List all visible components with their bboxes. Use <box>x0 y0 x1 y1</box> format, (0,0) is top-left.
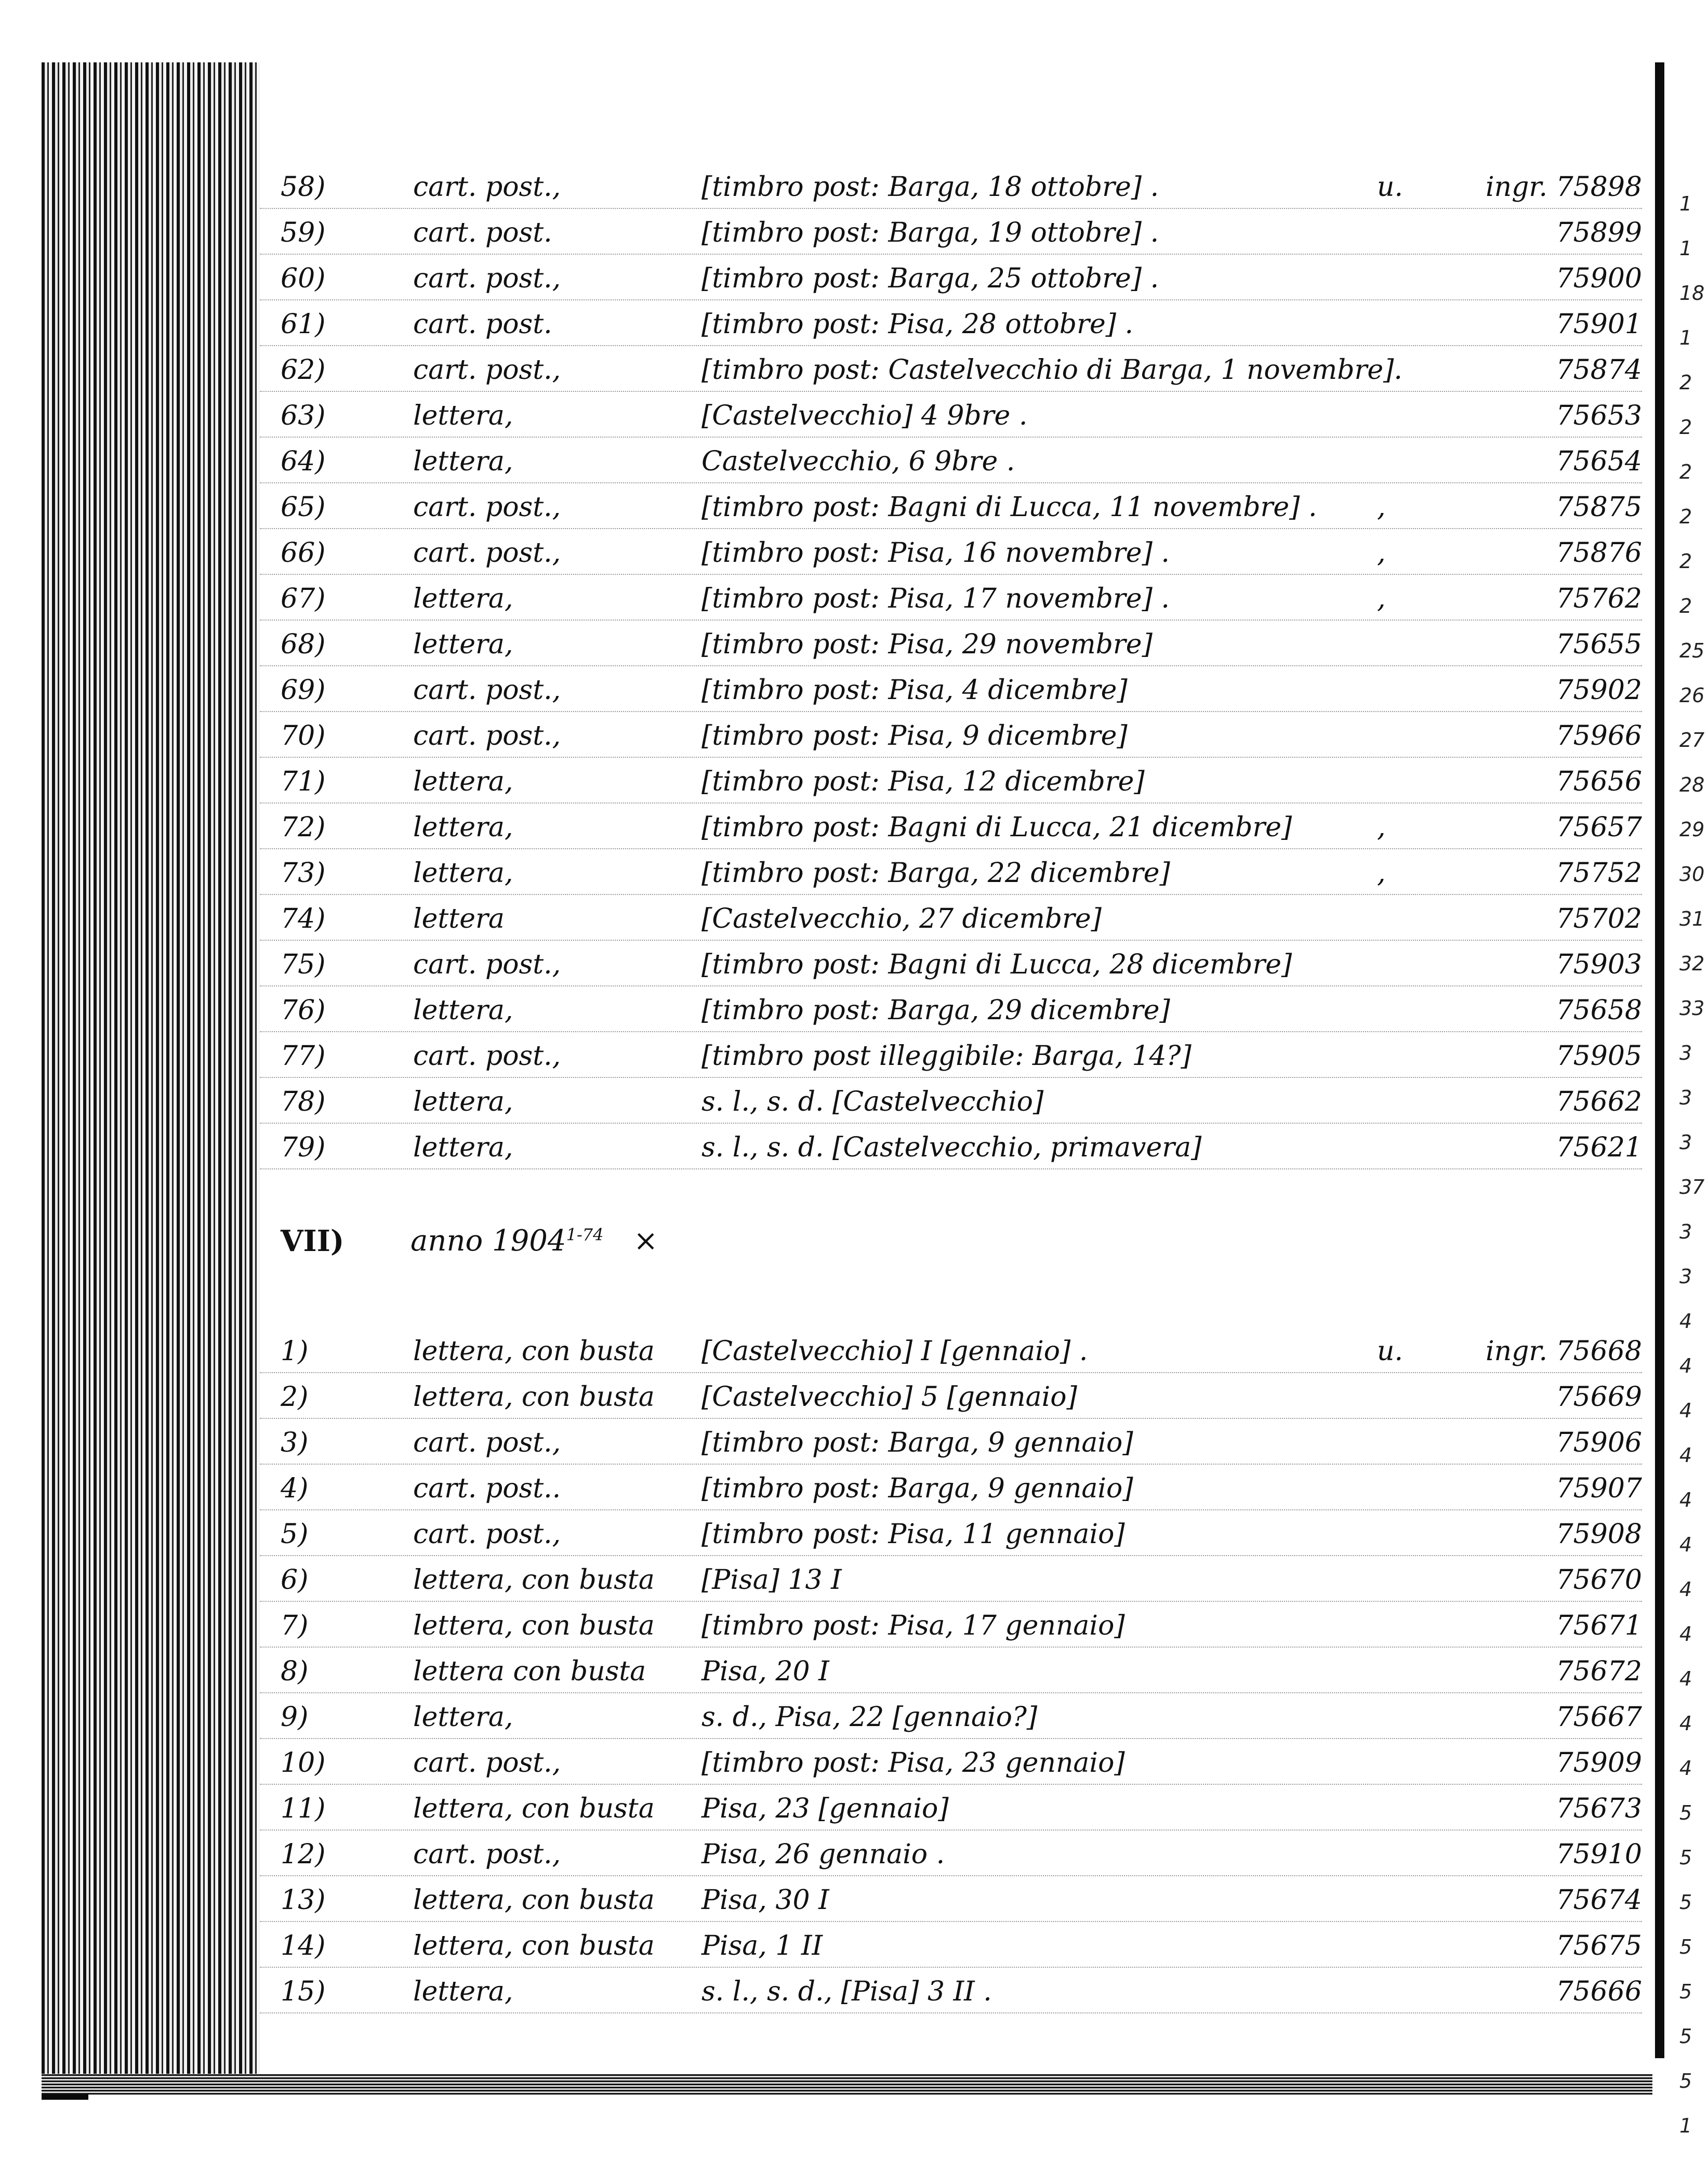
right-page-fragment: 4 <box>1679 1712 1692 1735</box>
entry-type: lettera, con busta <box>413 1885 655 1916</box>
right-page-fragment: 4 <box>1679 1399 1692 1422</box>
entry-row <box>260 624 1642 668</box>
entry-number: 1) <box>281 1336 309 1367</box>
right-page-fragment: 2 <box>1679 595 1692 617</box>
entry-number: 2) <box>281 1381 309 1413</box>
entry-inventory-number: ingr. 75668 <box>1485 1336 1642 1367</box>
right-page-fragment: 29 <box>1679 818 1705 841</box>
entry-number: 77) <box>281 1041 326 1072</box>
entry-type: cart. post., <box>413 1041 561 1072</box>
entry-type: lettera, <box>413 446 513 477</box>
right-page-fragment: 1 <box>1679 192 1692 215</box>
entry-inventory-number: 75702 <box>1556 903 1642 934</box>
entry-number: 72) <box>281 812 326 843</box>
entry-row <box>260 898 1642 943</box>
entry-row <box>260 1513 1642 1558</box>
entry-row <box>260 807 1642 851</box>
right-page-fragment: 26 <box>1679 684 1705 707</box>
entry-type: cart. post., <box>413 949 561 980</box>
entry-description: [timbro post: Pisa, 29 novembre] <box>701 629 1153 660</box>
entry-type: lettera, con busta <box>413 1930 655 1962</box>
section-number: VII) <box>281 1224 345 1258</box>
entry-description: s. l., s. d. [Castelvecchio, primavera] <box>701 1132 1202 1163</box>
right-page-fragment: 5 <box>1679 1846 1692 1869</box>
entry-ditto: , <box>1377 583 1386 614</box>
entry-inventory-number: 75657 <box>1556 812 1642 843</box>
right-page-fragment: 32 <box>1679 952 1705 975</box>
entry-description: [timbro post: Pisa, 17 gennaio] <box>701 1610 1125 1641</box>
entry-type: lettera <box>413 903 505 934</box>
entry-row <box>260 761 1642 806</box>
entry-number: 58) <box>281 172 326 203</box>
right-page-fragment: 5 <box>1679 1891 1692 1914</box>
entry-type: lettera, <box>413 1976 513 2007</box>
entry-inventory-number: 75655 <box>1556 629 1642 660</box>
section-range: 1-74 <box>566 1225 604 1245</box>
entry-row <box>260 578 1642 623</box>
entry-description: [timbro post: Bagni di Lucca, 28 dicembre] <box>701 949 1292 980</box>
entry-description: Castelvecchio, 6 9bre . <box>701 446 1015 477</box>
entry-row <box>260 258 1642 302</box>
entry-inventory-number: 75752 <box>1556 858 1642 889</box>
entry-description: [Pisa] 13 I <box>701 1564 842 1596</box>
right-page-fragment: 4 <box>1679 1667 1692 1690</box>
entry-inventory-number: 75670 <box>1556 1564 1642 1596</box>
entry-description: [Castelvecchio] I [gennaio] . <box>701 1336 1088 1367</box>
entry-row <box>260 1559 1642 1604</box>
entry-inventory-number: 75656 <box>1556 766 1642 797</box>
entry-type: lettera, <box>413 766 513 797</box>
entry-row <box>260 212 1642 257</box>
entry-type: lettera, <box>413 583 513 614</box>
entry-number: 10) <box>281 1747 326 1779</box>
entry-type: lettera, con busta <box>413 1336 655 1367</box>
entry-description: [timbro post: Barga, 9 gennaio] <box>701 1473 1133 1504</box>
section-heading <box>260 1219 1642 1266</box>
entry-number: 14) <box>281 1930 326 1962</box>
section-year: anno 1904 <box>411 1224 566 1258</box>
book-page-block <box>42 62 260 2095</box>
entry-number: 65) <box>281 492 326 523</box>
right-page-fragment: 4 <box>1679 1623 1692 1646</box>
entry-row <box>260 486 1642 531</box>
entry-row <box>260 1834 1642 1878</box>
entry-number: 7) <box>281 1610 309 1641</box>
entry-inventory-number: 75669 <box>1556 1381 1642 1413</box>
right-page-fragment: 3 <box>1679 1265 1692 1288</box>
entry-number: 76) <box>281 995 326 1026</box>
entry-description: Pisa, 20 I <box>701 1656 829 1687</box>
entry-row <box>260 1468 1642 1512</box>
entry-type: lettera, <box>413 629 513 660</box>
entry-ditto: , <box>1377 858 1386 889</box>
right-page-fragment: 4 <box>1679 1757 1692 1780</box>
entry-inventory-number: 75910 <box>1556 1839 1642 1870</box>
entry-row <box>260 1925 1642 1970</box>
entry-row <box>260 1605 1642 1650</box>
entry-type: lettera, <box>413 995 513 1026</box>
entry-ditto: , <box>1377 537 1386 569</box>
entry-row <box>260 1742 1642 1787</box>
entry-description: [timbro post illeggibile: Barga, 14?] <box>701 1041 1191 1072</box>
entry-row <box>260 944 1642 989</box>
entry-ditto: u. <box>1377 172 1404 203</box>
entry-inventory-number: 75966 <box>1556 720 1642 752</box>
entry-number: 15) <box>281 1976 326 2007</box>
entry-inventory-number: 75653 <box>1556 400 1642 431</box>
entry-description: [timbro post: Pisa, 17 novembre] . <box>701 583 1170 614</box>
right-page-fragment: 3 <box>1679 1131 1692 1154</box>
entry-description: [timbro post: Pisa, 9 dicembre] <box>701 720 1128 752</box>
entry-row <box>260 990 1642 1034</box>
entry-ditto: , <box>1377 492 1386 523</box>
entry-description: [timbro post: Pisa, 4 dicembre] <box>701 675 1128 706</box>
entry-number: 61) <box>281 309 326 340</box>
entry-inventory-number: 75662 <box>1556 1086 1642 1117</box>
entry-row <box>260 1376 1642 1421</box>
entry-row <box>260 1422 1642 1467</box>
entry-inventory-number: 75903 <box>1556 949 1642 980</box>
entry-number: 6) <box>281 1564 309 1596</box>
entry-row <box>260 1788 1642 1833</box>
entry-number: 75) <box>281 949 326 980</box>
entry-row <box>260 852 1642 897</box>
entry-row <box>260 669 1642 714</box>
entry-number: 74) <box>281 903 326 934</box>
entry-type: lettera, <box>413 1086 513 1117</box>
right-page-fragment: 1 <box>1679 326 1692 349</box>
entry-row <box>260 1651 1642 1695</box>
entry-type: lettera, <box>413 858 513 889</box>
entry-number: 78) <box>281 1086 326 1117</box>
entry-inventory-number: 75906 <box>1556 1427 1642 1458</box>
entry-type: cart. post., <box>413 537 561 569</box>
entry-description: [timbro post: Bagni di Lucca, 21 dicembre] <box>701 812 1292 843</box>
entry-number: 60) <box>281 263 326 294</box>
right-page-gutter <box>1655 62 1664 2058</box>
entry-ditto: , <box>1377 812 1386 843</box>
entry-row <box>260 1081 1642 1126</box>
entry-description: s. l., s. d. [Castelvecchio] <box>701 1086 1044 1117</box>
entry-inventory-number: 75874 <box>1556 354 1642 386</box>
entry-type: cart. post., <box>413 354 561 386</box>
entry-number: 63) <box>281 400 326 431</box>
entry-inventory-number: 75672 <box>1556 1656 1642 1687</box>
right-page-fragment: 30 <box>1679 863 1705 886</box>
entry-inventory-number: 75901 <box>1556 309 1642 340</box>
entry-type: cart. post., <box>413 675 561 706</box>
entry-type: cart. post.. <box>413 1473 561 1504</box>
right-page-fragment: 4 <box>1679 1489 1692 1511</box>
entry-row <box>260 1035 1642 1080</box>
entry-number: 62) <box>281 354 326 386</box>
right-page-fragment: 37 <box>1679 1176 1705 1199</box>
entry-description: [timbro post: Barga, 25 ottobre] . <box>701 263 1159 294</box>
right-page-fragment: 33 <box>1679 997 1705 1020</box>
right-page-fragment: 2 <box>1679 550 1692 573</box>
entry-description: [Castelvecchio] 4 9bre . <box>701 400 1028 431</box>
right-page-fragment: 31 <box>1679 907 1705 930</box>
entry-row <box>260 349 1642 394</box>
entry-description: [timbro post: Barga, 22 dicembre] <box>701 858 1170 889</box>
entry-row <box>260 1971 1642 2016</box>
right-page-fragment: 27 <box>1679 729 1705 752</box>
entry-type: lettera, <box>413 1702 513 1733</box>
entry-row <box>260 532 1642 577</box>
right-page-fragment: 5 <box>1679 2025 1692 2048</box>
entry-row <box>260 395 1642 440</box>
entry-description: [timbro post: Pisa, 11 gennaio] <box>701 1519 1125 1550</box>
entry-description: Pisa, 23 [gennaio] <box>701 1793 949 1824</box>
entry-type: lettera con busta <box>413 1656 646 1687</box>
entry-row <box>260 1696 1642 1741</box>
entry-inventory-number: 75675 <box>1556 1930 1642 1962</box>
entry-row <box>260 304 1642 348</box>
entry-type: cart. post., <box>413 1427 561 1458</box>
entry-row <box>260 1331 1642 1375</box>
right-page-fragment: 1 <box>1679 2114 1692 2137</box>
entry-inventory-number: 75907 <box>1556 1473 1642 1504</box>
entry-inventory-number: 75667 <box>1556 1702 1642 1733</box>
entry-number: 70) <box>281 720 326 752</box>
entry-number: 3) <box>281 1427 309 1458</box>
entry-description: [Castelvecchio, 27 dicembre] <box>701 903 1102 934</box>
entry-number: 73) <box>281 858 326 889</box>
entry-number: 59) <box>281 217 326 248</box>
entry-inventory-number: 75671 <box>1556 1610 1642 1641</box>
entry-inventory-number: 75909 <box>1556 1747 1642 1779</box>
entry-description: [timbro post: Pisa, 28 ottobre] . <box>701 309 1134 340</box>
right-page-fragments <box>1677 0 1708 2172</box>
entry-type: cart. post., <box>413 720 561 752</box>
entry-number: 11) <box>281 1793 326 1824</box>
right-page-fragment: 1 <box>1679 237 1692 260</box>
entry-inventory-number: ingr. 75898 <box>1485 172 1642 203</box>
entry-row <box>260 715 1642 760</box>
entry-inventory-number: 75905 <box>1556 1041 1642 1072</box>
entry-type: cart. post., <box>413 263 561 294</box>
right-page-fragment: 5 <box>1679 1936 1692 1958</box>
entry-row <box>260 441 1642 485</box>
entry-description: Pisa, 26 gennaio . <box>701 1839 945 1870</box>
right-page-fragment: 5 <box>1679 1980 1692 2003</box>
entry-description: Pisa, 30 I <box>701 1885 829 1916</box>
entry-description: [Castelvecchio] 5 [gennaio] <box>701 1381 1077 1413</box>
entry-type: lettera, con busta <box>413 1564 655 1596</box>
section-title <box>411 1224 658 1258</box>
entry-number: 66) <box>281 537 326 569</box>
right-page-fragment: 5 <box>1679 2070 1692 2092</box>
entry-row <box>260 1879 1642 1924</box>
entry-inventory-number: 75908 <box>1556 1519 1642 1550</box>
entry-inventory-number: 75875 <box>1556 492 1642 523</box>
right-page-fragment: 4 <box>1679 1578 1692 1601</box>
right-page-fragment: 4 <box>1679 1444 1692 1467</box>
entry-type: cart. post. <box>413 309 552 340</box>
entry-number: 13) <box>281 1885 326 1916</box>
entry-type: lettera, con busta <box>413 1793 655 1824</box>
entry-description: [timbro post: Barga, 18 ottobre] . <box>701 172 1159 203</box>
entry-number: 4) <box>281 1473 309 1504</box>
right-page-fragment: 2 <box>1679 371 1692 394</box>
entry-type: lettera, <box>413 1132 513 1163</box>
entry-number: 68) <box>281 629 326 660</box>
entry-type: cart. post., <box>413 1839 561 1870</box>
entry-type: cart. post., <box>413 1519 561 1550</box>
entry-description: [timbro post: Barga, 9 gennaio] <box>701 1427 1133 1458</box>
section-mark: × <box>633 1224 658 1258</box>
right-page-fragment: 25 <box>1679 639 1705 662</box>
entry-number: 5) <box>281 1519 309 1550</box>
entry-row <box>260 1127 1642 1171</box>
entry-type: cart. post., <box>413 492 561 523</box>
entry-number: 64) <box>281 446 326 477</box>
entry-number: 71) <box>281 766 326 797</box>
ledger-page <box>260 47 1642 2063</box>
entry-description: Pisa, 1 II <box>701 1930 823 1962</box>
right-page-fragment: 5 <box>1679 1801 1692 1824</box>
entry-inventory-number: 75658 <box>1556 995 1642 1026</box>
right-page-fragment: 2 <box>1679 460 1692 483</box>
right-page-fragment: 2 <box>1679 416 1692 439</box>
right-page-fragment: 18 <box>1679 282 1705 305</box>
right-page-fragment: 2 <box>1679 505 1692 528</box>
right-page-fragment: 3 <box>1679 1220 1692 1243</box>
entry-number: 67) <box>281 583 326 614</box>
entry-type: lettera, <box>413 400 513 431</box>
entry-number: 69) <box>281 675 326 706</box>
right-page-fragment: 28 <box>1679 773 1705 796</box>
entry-description: [timbro post: Castelvecchio di Barga, 1 novembre]. <box>701 354 1402 386</box>
entry-description: [timbro post: Bagni di Lucca, 11 novembre] . <box>701 492 1317 523</box>
entry-description: [timbro post: Pisa, 16 novembre] . <box>701 537 1170 569</box>
entry-description: [timbro post: Pisa, 23 gennaio] <box>701 1747 1125 1779</box>
entry-type: cart. post., <box>413 1747 561 1779</box>
entry-number: 9) <box>281 1702 309 1733</box>
entry-inventory-number: 75654 <box>1556 446 1642 477</box>
entry-inventory-number: 75902 <box>1556 675 1642 706</box>
entry-description: [timbro post: Barga, 29 dicembre] <box>701 995 1170 1026</box>
entry-type: lettera, con busta <box>413 1610 655 1641</box>
entry-inventory-number: 75762 <box>1556 583 1642 614</box>
entry-number: 12) <box>281 1839 326 1870</box>
entry-number: 8) <box>281 1656 309 1687</box>
entry-description: s. l., s. d., [Pisa] 3 II . <box>701 1976 992 2007</box>
entry-description: s. d., Pisa, 22 [gennaio?] <box>701 1702 1038 1733</box>
right-page-fragment: 4 <box>1679 1354 1692 1377</box>
entry-description: [timbro post: Barga, 19 ottobre] . <box>701 217 1159 248</box>
entry-type: cart. post. <box>413 217 552 248</box>
entry-inventory-number: 75900 <box>1556 263 1642 294</box>
entry-inventory-number: 75674 <box>1556 1885 1642 1916</box>
right-page-fragment: 4 <box>1679 1310 1692 1333</box>
entry-row <box>260 166 1642 211</box>
entry-inventory-number: 75666 <box>1556 1976 1642 2007</box>
entry-type: cart. post., <box>413 172 561 203</box>
right-page-fragment: 3 <box>1679 1086 1692 1109</box>
entry-type: lettera, <box>413 812 513 843</box>
right-page-fragment: 3 <box>1679 1042 1692 1064</box>
entry-inventory-number: 75621 <box>1556 1132 1642 1163</box>
entry-inventory-number: 75673 <box>1556 1793 1642 1824</box>
entry-inventory-number: 75876 <box>1556 537 1642 569</box>
page-edge-bottom <box>42 2074 1652 2095</box>
entry-inventory-number: 75899 <box>1556 217 1642 248</box>
entry-description: [timbro post: Pisa, 12 dicembre] <box>701 766 1145 797</box>
entry-number: 79) <box>281 1132 326 1163</box>
right-page-fragment: 4 <box>1679 1533 1692 1556</box>
entry-ditto: u. <box>1377 1336 1404 1367</box>
entry-type: lettera, con busta <box>413 1381 655 1413</box>
